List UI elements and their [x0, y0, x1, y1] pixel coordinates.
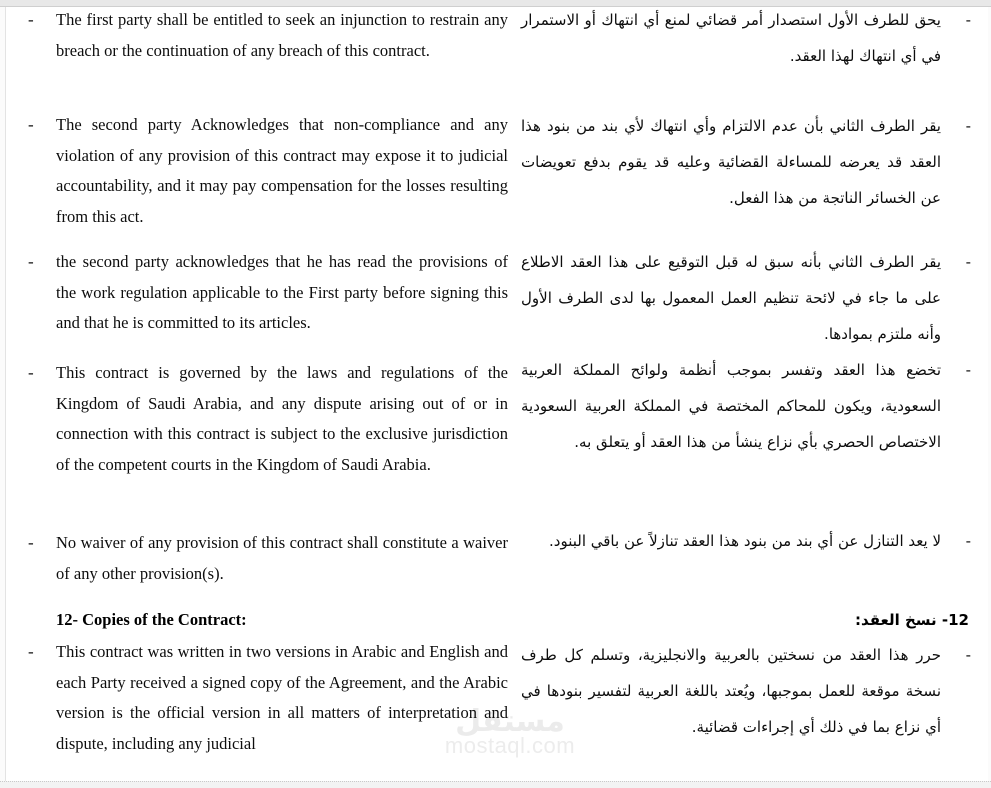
clause-text: No waiver of any provision of this contract shall constitute a waiver of any other provision(s). [56, 533, 508, 583]
clause-text: يحق للطرف الأول استصدار أمر قضائي لمنع أي انتهاك أو الاستمرار في أي انتهاك لهذا العقد. [521, 11, 941, 65]
watermark-latin-text: mostaql.com [444, 732, 576, 758]
section-heading [28, 605, 508, 636]
bullet-dash-icon: - [965, 361, 971, 379]
clause-text: يقر الطرف الثاني بأنه سبق له قبل التوقيع على هذا العقد الاطلاع على ما جاء في لائحة تنظيم العمل المعمول بها لدى الطرف الأول وأنه ملتزم بموادها. [521, 253, 941, 343]
list-item [28, 637, 508, 759]
clause-text: The first party shall be entitled to seek an injunction to restrain any breach or the continuation of any breach of this contract. [56, 10, 508, 60]
clause-text: The second party Acknowledges that non-compliance and any violation of any provision of this contract may expose it to judicial accountability, and it may pay compensation for the losses resulting from this act. [56, 115, 508, 226]
section-heading [521, 603, 971, 637]
bullet-dash-icon: - [28, 642, 34, 661]
section-heading-text: 12- Copies of the Contract: [56, 610, 247, 629]
list-item [28, 110, 508, 232]
clause-text: This contract was written in two versions in Arabic and English and each Party received a signed copy of the Agreement, and the Arabic version is the official version in all matters of interpretation and dispute, including any judicial [56, 642, 508, 753]
bullet-dash-icon: - [28, 252, 34, 271]
section-heading-text: 12- نسخ العقد: [855, 611, 969, 629]
watermark-arabic-text: مستقل [455, 704, 565, 739]
list-item [521, 2, 971, 74]
list-item [521, 108, 971, 216]
bullet-dash-icon: - [965, 253, 971, 271]
clause-text: This contract is governed by the laws and regulations of the Kingdom of Saudi Arabia, and any dispute arising out of or in connection with this contract is subject to the exclusive jurisdiction of the competent courts in the Kingdom of Saudi Arabia. [56, 363, 508, 474]
list-item [521, 244, 971, 352]
page-break-top [0, 0, 991, 7]
bullet-dash-icon: - [28, 115, 34, 134]
list-item [28, 358, 508, 480]
clause-text: يقر الطرف الثاني بأن عدم الالتزام وأي انتهاك لأي بند من بنود هذا العقد قد يعرضه للمساءلة القضائية وعليه قد يقوم بدفع تعويضات عن الخسائر الناتجة من هذا الفعل. [521, 117, 941, 207]
list-item [521, 523, 971, 559]
clause-text: تخضع هذا العقد وتفسر بموجب أنظمة ولوائح المملكة العربية السعودية، ويكون للمحاكم المختصة في المملكة العربية السعودية الاختصاص الحصري بأي نزاع ينشأ من هذا العقد أو يتعلق به. [521, 361, 941, 451]
bullet-dash-icon: - [965, 646, 971, 664]
list-item [28, 5, 508, 66]
page-edge-left [0, 7, 6, 782]
list-item [28, 247, 508, 339]
bullet-dash-icon: - [965, 11, 971, 29]
bullet-dash-icon: - [28, 363, 34, 382]
list-item [28, 528, 508, 589]
bullet-dash-icon: - [965, 117, 971, 135]
bullet-dash-icon: - [28, 10, 34, 29]
page-break-bottom [0, 781, 991, 788]
clause-text: حرر هذا العقد من نسختين بالعربية والانجليزية، وتسلم كل طرف نسخة موقعة للعمل بموجبها، ويُعتد باللغة العربية لتفسير بنودها في أي نزاع بما في ذلك أي إجراءات قضائية. [521, 646, 941, 736]
clause-text: the second party acknowledges that he has read the provisions of the work regulation applicable to the First party before signing this and that he is committed to its articles. [56, 252, 508, 333]
bullet-dash-icon: - [965, 532, 971, 550]
bullet-dash-icon: - [28, 533, 34, 552]
clause-text: لا يعد التنازل عن أي بند من بنود هذا العقد تنازلاً عن باقي البنود. [549, 532, 941, 550]
list-item [521, 352, 971, 460]
list-item [521, 637, 971, 745]
